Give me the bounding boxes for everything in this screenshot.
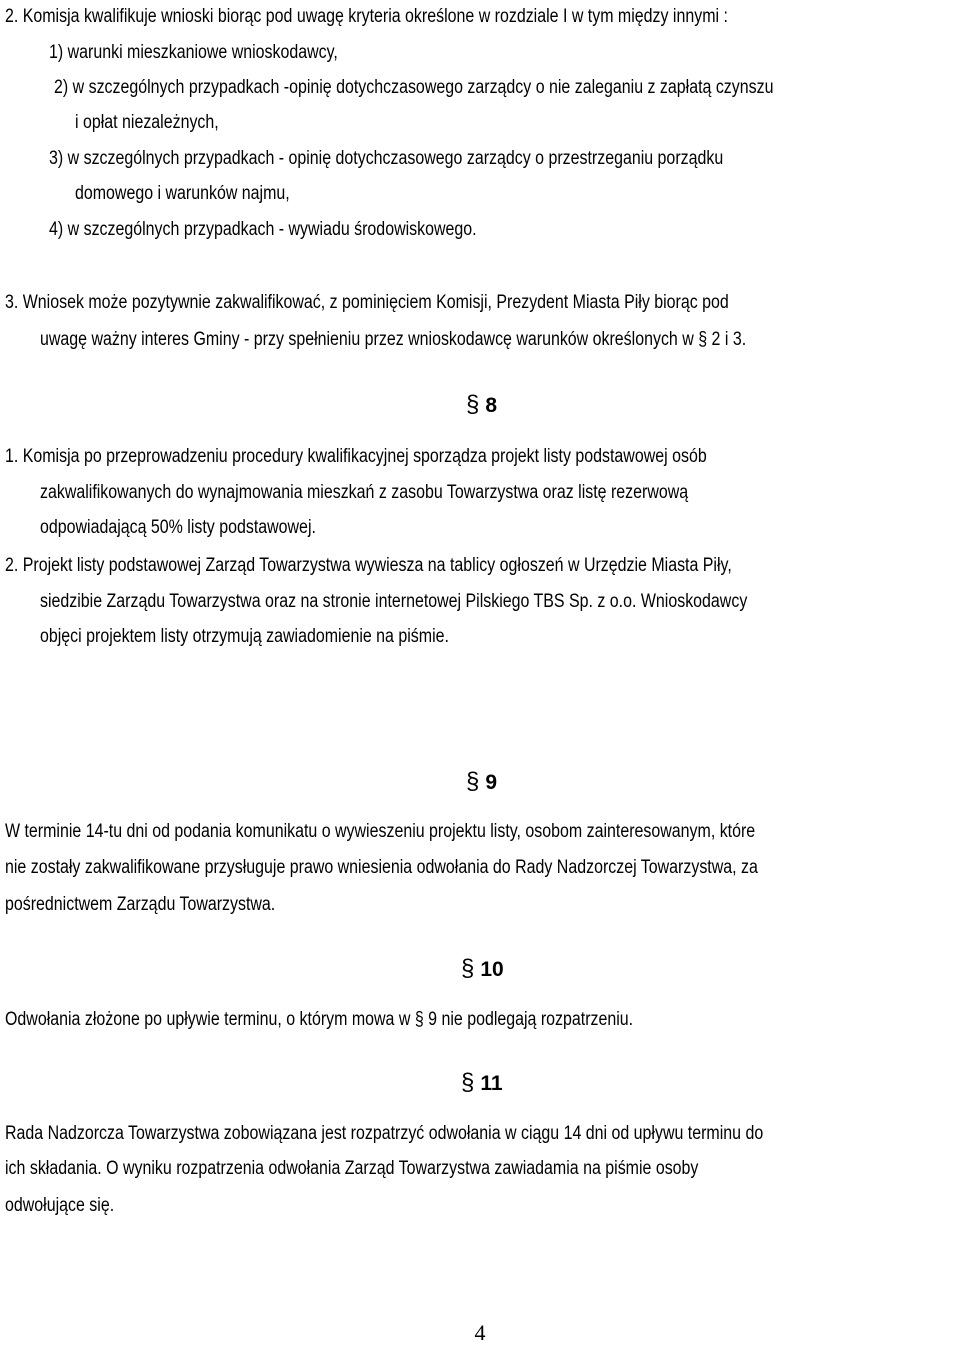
- section-8-heading: [466, 393, 497, 418]
- s8-item-1-cont: zakwalifikowanych do wynajmowania mieszkań z zasobu Towarzystwa oraz listę rezerwową: [40, 482, 689, 503]
- item-2-text: 2. Komisja kwalifikuje wnioski biorąc pod uwagę kryteria określone w rozdziale I w tym między innymi :: [5, 6, 728, 27]
- s11-para-line-2: ich składania. O wyniku rozpatrzenia odwołania Zarząd Towarzystwa zawiadamia na piśmie osoby: [5, 1158, 699, 1179]
- section-10-heading: [461, 957, 504, 982]
- s10-para-end: 9 nie podlegają rozpatrzeniu.: [428, 1009, 634, 1030]
- section-number: 9: [485, 771, 498, 794]
- section-number: 11: [480, 1072, 503, 1095]
- list-item-4: 4) w szczególnych przypadkach - wywiadu środowiskowego.: [49, 219, 477, 240]
- page-number: 4: [474, 1320, 486, 1345]
- s11-para-line-3: odwołujące się.: [5, 1195, 115, 1216]
- s8-item-2: 2. Projekt listy podstawowej Zarząd Towarzystwa wywiesza na tablicy ogłoszeń w Urzędzie Miasta Piły,: [5, 555, 732, 576]
- s8-item-1-end: odpowiadającą 50% listy podstawowej.: [40, 517, 316, 538]
- section-symbol: §: [466, 768, 480, 795]
- list-item-1: 1) warunki mieszkaniowe wnioskodawcy,: [49, 42, 338, 63]
- s8-item-2-cont: siedzibie Zarządu Towarzystwa oraz na stronie internetowej Pilskiego TBS Sp. z o.o. Wnioskodawcy: [40, 591, 748, 612]
- s11-para-line-1: Rada Nadzorcza Towarzystwa zobowiązana jest rozpatrzyć odwołania w ciągu 14 dni od upływu terminu do: [5, 1123, 764, 1144]
- list-item-3-cont: domowego i warunków najmu,: [75, 183, 290, 204]
- s9-para-line-3: pośrednictwem Zarządu Towarzystwa.: [5, 894, 276, 915]
- list-item-3: 3) w szczególnych przypadkach - opinię dotychczasowego zarządcy o przestrzeganiu porządku: [49, 148, 724, 169]
- s8-item-1: 1. Komisja po przeprowadzeniu procedury kwalifikacyjnej sporządza projekt listy podstawowej osób: [5, 446, 707, 467]
- section-symbol: §: [466, 391, 480, 418]
- section-symbol: §: [461, 1069, 475, 1096]
- section-symbol: §: [698, 329, 708, 350]
- section-11-heading: [461, 1071, 503, 1096]
- item-3-cont-text: uwagę ważny interes Gminy - przy spełnieniu przez wnioskodawcę warunków określonych w: [40, 329, 694, 350]
- item-3-cont-end: 2 i 3.: [711, 329, 747, 350]
- s8-item-2-end: objęci projektem listy otrzymują zawiadomienie na piśmie.: [40, 626, 449, 647]
- s10-para: [5, 1009, 633, 1031]
- s9-para-line-1: W terminie 14-tu dni od podania komunikatu o wywieszeniu projektu listy, osobom zainteresowanym, które: [5, 821, 756, 842]
- list-item-2: 2) w szczególnych przypadkach -opinię dotychczasowego zarządcy o nie zaleganiu z zapłatą czynszu: [54, 77, 774, 98]
- s10-para-text: Odwołania złożone po upływie terminu, o którym mowa w: [5, 1009, 411, 1030]
- section-9-heading: [466, 770, 497, 795]
- section-number: 8: [485, 394, 498, 417]
- section-symbol: §: [461, 955, 475, 982]
- section-number: 10: [480, 958, 504, 981]
- s9-para-line-2: nie zostały zakwalifikowane przysługuje prawo wniesienia odwołania do Rady Nadzorczej Towarzystwa, za: [5, 857, 758, 878]
- section-symbol: §: [414, 1009, 424, 1030]
- list-item-2-cont: i opłat niezależnych,: [75, 112, 219, 133]
- item-3-text: 3. Wniosek może pozytywnie zakwalifikować, z pominięciem Komisji, Prezydent Miasta Piły biorąc pod: [5, 292, 729, 313]
- item-3-cont: [40, 329, 746, 351]
